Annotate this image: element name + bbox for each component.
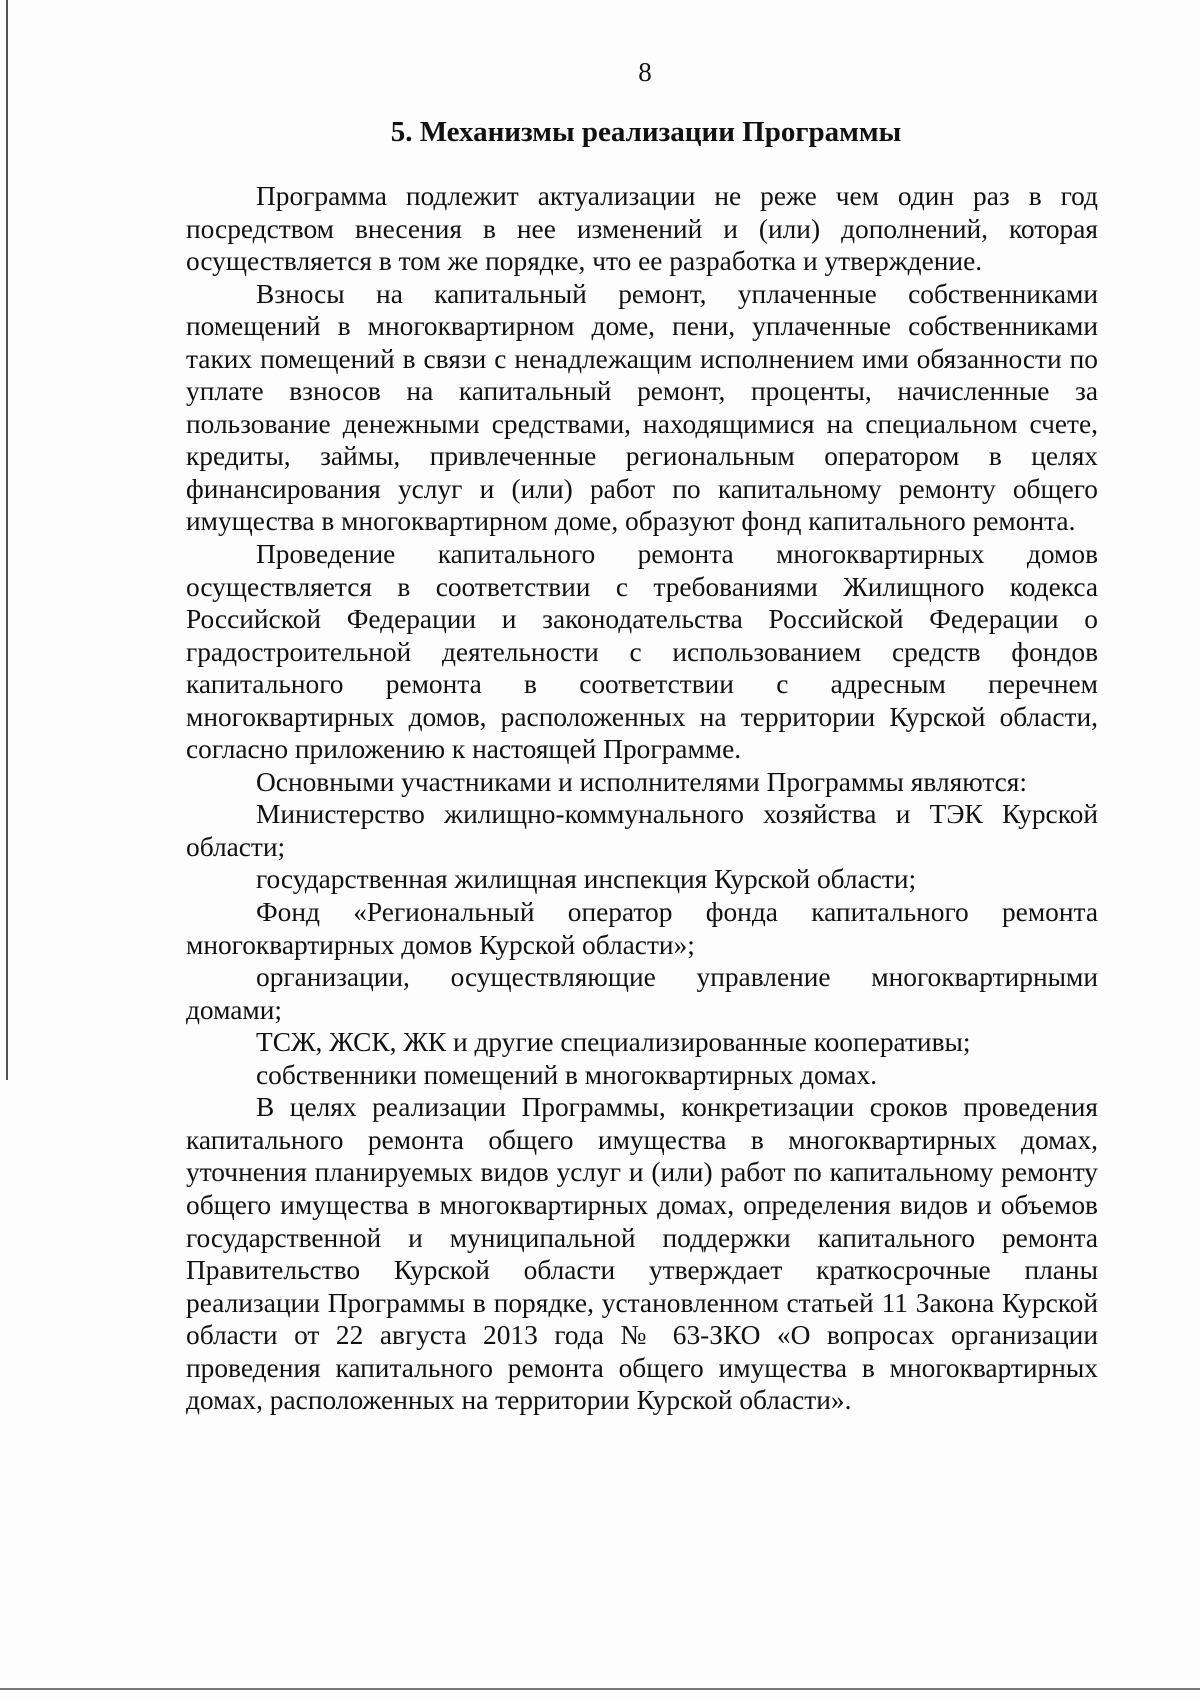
participant-owners: собственники помещений в многоквартирных домах. — [256, 1059, 877, 1090]
paragraph-repair-conduct: Проведение капитального ремонта многоквартирных домов осуществляется в соответствии с требованиями Жилищного кодекса Российской Федерации и законодательства Российской Федерации о градостроительной деятельности с использованием средств фондов капитального ремонта в соответствии с адресным перечнем многоквартирных домов, расположенных на территории Курской области, согласно приложению к настоящей Программе. — [186, 539, 1098, 765]
paragraph-contributions: Взносы на капитальный ремонт, уплаченные собственниками помещений в многоквартирном доме, пени, уплаченные собственниками таких помещений в связи с ненадлежащим исполнением ими обязанности по уплате взносов на капитальный ремонт, проценты, начисленные за пользование денежными средствами, находящимися на специальном счете, кредиты, займы, привлеченные региональным оператором в целях финансирования услуг и (или) работ по капитальному ремонту общего имущества в многоквартирном доме, образуют фонд капитального ремонта. — [186, 278, 1098, 537]
participant-ministry: Министерство жилищно-коммунального хозяйства и ТЭК Курской области; — [186, 799, 1098, 862]
paragraph-participants-intro: Основными участниками и исполнителями Программы являются: — [256, 766, 1028, 797]
bottom-edge-rule — [0, 1688, 1200, 1690]
paragraph-actualization: Программа подлежит актуализации не реже чем один раз в год посредством внесения в нее изменений и (или) дополнений, которая осуществляется в том же порядке, что ее разработка и утверждение. — [186, 181, 1098, 277]
participant-cooperatives: ТСЖ, ЖСК, ЖК и другие специализированные кооперативы; — [256, 1027, 971, 1058]
page-number: 8 — [638, 57, 652, 87]
section-title: 5. Механизмы реализации Программы — [390, 116, 902, 148]
participant-inspection: государственная жилищная инспекция Курской области; — [256, 864, 917, 895]
paragraph-short-term-plans: В целях реализации Программы, конкретизации сроков проведения капитального ремонта общего имущества в многоквартирных домах, уточнения планируемых видов услуг и (или) работ по капитальному ремонту общего имущества в многоквартирных домах, определения видов и объемов государственной и муниципальной поддержки капитального ремонта Правительство Курской области утверждает краткосрочные планы реализации Программы в порядке, установленном статьей 11 Закона Курской области от 22 августа 2013 года № 63-ЗКО «О вопросах организации проведения капитального ремонта общего имущества в многоквартирных домах, расположенных на территории Курской области». — [186, 1092, 1098, 1416]
left-margin-rule — [6, 0, 8, 1080]
document-body — [186, 180, 1098, 1417]
participant-management-organizations: организации, осуществляющие управление многоквартирными домами; — [186, 962, 1098, 1025]
participant-regional-fund: Фонд «Региональный оператор фонда капитального ремонта многоквартирных домов Курской области»; — [186, 897, 1098, 960]
